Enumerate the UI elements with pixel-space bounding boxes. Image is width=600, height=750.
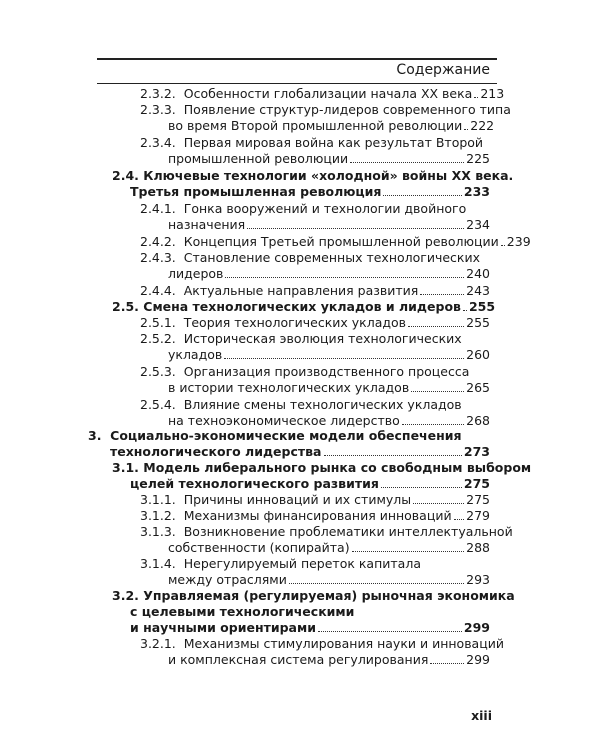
toc-number: 3.1. xyxy=(112,460,139,475)
toc-number: 2.5.3. xyxy=(140,364,176,379)
toc-number: 2.4.3. xyxy=(140,250,176,265)
toc-page-number: 273 xyxy=(463,444,490,459)
toc-title-cont: в истории технологических укладов xyxy=(168,380,410,395)
toc-page-number: 288 xyxy=(466,540,490,555)
header-rule-top xyxy=(97,58,497,60)
toc-number: 2.5.2. xyxy=(140,331,176,346)
toc-entry-3-1-1[interactable] xyxy=(140,492,492,508)
toc-title: Модель либерального рынка со свободным выбором xyxy=(143,460,532,475)
toc-number: 3. xyxy=(88,428,102,443)
toc-entry-2-5-1[interactable] xyxy=(140,315,492,331)
toc-number: 2.5. xyxy=(112,299,139,314)
toc-page-number: 293 xyxy=(466,572,490,587)
toc-number: 3.2.1. xyxy=(140,636,176,651)
toc-entry-3-1-4[interactable] xyxy=(140,556,492,588)
toc-title: Механизмы финансирования инноваций xyxy=(183,508,452,523)
toc-page-number: 268 xyxy=(466,413,490,428)
toc-entry-3-1[interactable] xyxy=(112,460,532,492)
toc-entry-3-2[interactable] xyxy=(112,588,515,636)
toc-entry-3[interactable] xyxy=(88,428,492,460)
toc-number: 2.3.3. xyxy=(140,102,176,117)
toc-entry-2-5-4[interactable] xyxy=(140,397,492,429)
toc-entry-2-4-1[interactable] xyxy=(140,201,492,233)
toc-title: Влияние смены технологических укладов xyxy=(183,397,462,412)
toc-entry-2-3-4[interactable] xyxy=(140,135,492,167)
toc-page-number: 279 xyxy=(466,508,490,523)
toc-title-cont: технологического лидерства xyxy=(110,444,322,459)
toc-number: 2.4. xyxy=(112,168,139,183)
toc-title: Социально-экономические модели обеспечения xyxy=(110,428,462,443)
running-header: Содержание xyxy=(396,62,490,78)
toc-title-cont: с целевыми технологическими xyxy=(130,604,355,619)
toc-title: Первая мировая война как результат Второй xyxy=(183,135,484,150)
toc-title: Особенности глобализации начала XX века xyxy=(183,86,473,101)
toc-entry-3-1-2[interactable] xyxy=(140,508,492,524)
toc-title-cont: промышленной революции xyxy=(168,151,349,166)
folio-page-number: xiii xyxy=(471,708,492,723)
toc-page-number: 222 xyxy=(470,118,495,133)
toc-page-number: 275 xyxy=(463,476,490,491)
toc-number: 2.5.1. xyxy=(140,315,176,330)
toc-title: Концепция Третьей промышленной революции xyxy=(183,234,499,249)
toc-page-number: 255 xyxy=(466,315,490,330)
toc-title-cont: и комплексная система регулирования xyxy=(168,652,429,667)
toc-title: Гонка вооружений и технологии двойного xyxy=(183,201,467,216)
toc-number: 3.1.2. xyxy=(140,508,176,523)
toc-number: 3.1.3. xyxy=(140,524,176,539)
toc-entry-2-4-2[interactable] xyxy=(140,234,531,250)
toc-title: Становление современных технологических xyxy=(183,250,480,265)
toc-entry-2-3-3[interactable] xyxy=(140,102,511,134)
toc-title-cont: на техноэкономическое лидерство xyxy=(168,413,400,428)
toc-page-number: 260 xyxy=(466,347,490,362)
toc-title-cont: Третья промышленная революция xyxy=(130,184,382,199)
toc-number: 2.4.2. xyxy=(140,234,176,249)
toc-title: Актуальные направления развития xyxy=(183,283,419,298)
toc-title: Теория технологических укладов xyxy=(183,315,407,330)
toc-page-number: 299 xyxy=(466,652,490,667)
toc-page-number: 225 xyxy=(466,151,490,166)
toc-page-number: 233 xyxy=(463,184,490,199)
toc-entry-2-4[interactable] xyxy=(112,168,514,200)
toc-title-cont: во время Второй промышленной революции xyxy=(168,118,463,133)
toc-page-number: 213 xyxy=(480,86,505,101)
toc-title-cont: собственности (копирайта) xyxy=(168,540,350,555)
toc-page-number: 234 xyxy=(466,217,490,232)
toc-number: 3.1.1. xyxy=(140,492,176,507)
toc-title-cont: и научными ориентирами xyxy=(130,620,316,635)
toc-entry-2-4-3[interactable] xyxy=(140,250,492,282)
toc-number: 2.5.4. xyxy=(140,397,176,412)
header-rule-bottom xyxy=(97,83,497,84)
toc-page-number: 265 xyxy=(466,380,490,395)
toc-title: Появление структур-лидеров современного типа xyxy=(183,102,511,117)
toc-title: Механизмы стимулирования науки и инноваций xyxy=(183,636,504,651)
toc-title-cont: лидеров xyxy=(168,266,224,281)
toc-page-number: 243 xyxy=(466,283,490,298)
toc-page-number: 255 xyxy=(468,299,496,314)
toc-title-cont: между отраслями xyxy=(168,572,287,587)
toc-number: 3.2. xyxy=(112,588,139,603)
toc-entry-2-5[interactable] xyxy=(112,299,496,315)
toc-title: Смена технологических укладов и лидеров xyxy=(143,299,461,314)
toc-title-cont: целей технологического развития xyxy=(130,476,379,491)
toc-number: 2.4.1. xyxy=(140,201,176,216)
toc-title: Причины инноваций и их стимулы xyxy=(183,492,412,507)
toc-entry-3-2-1[interactable] xyxy=(140,636,504,668)
toc-title: Ключевые технологии «холодной» войны XX века. xyxy=(143,168,514,183)
toc-title: Историческая эволюция технологических xyxy=(183,331,462,346)
toc-number: 2.3.2. xyxy=(140,86,176,101)
toc-page-number: 275 xyxy=(466,492,490,507)
toc-title-cont: назначения xyxy=(168,217,246,232)
toc-number: 2.4.4. xyxy=(140,283,176,298)
toc-entry-3-1-3[interactable] xyxy=(140,524,513,556)
toc-number: 3.1.4. xyxy=(140,556,176,571)
toc-page-number: 299 xyxy=(463,620,490,635)
toc-title: Нерегулируемый переток капитала xyxy=(183,556,421,571)
toc-number: 2.3.4. xyxy=(140,135,176,150)
toc-page-number: 240 xyxy=(466,266,490,281)
toc-title: Управляемая (регулируемая) рыночная экономика xyxy=(143,588,515,603)
toc-title-cont: укладов xyxy=(168,347,223,362)
toc-page-number: 239 xyxy=(506,234,531,249)
toc-entry-2-3-2[interactable] xyxy=(140,86,505,102)
toc-entry-2-5-3[interactable] xyxy=(140,364,492,396)
toc-title: Организация производственного процесса xyxy=(183,364,470,379)
toc-title: Возникновение проблематики интеллектуальной xyxy=(183,524,513,539)
toc-entry-2-5-2[interactable] xyxy=(140,331,492,363)
toc-entry-2-4-4[interactable] xyxy=(140,283,492,299)
